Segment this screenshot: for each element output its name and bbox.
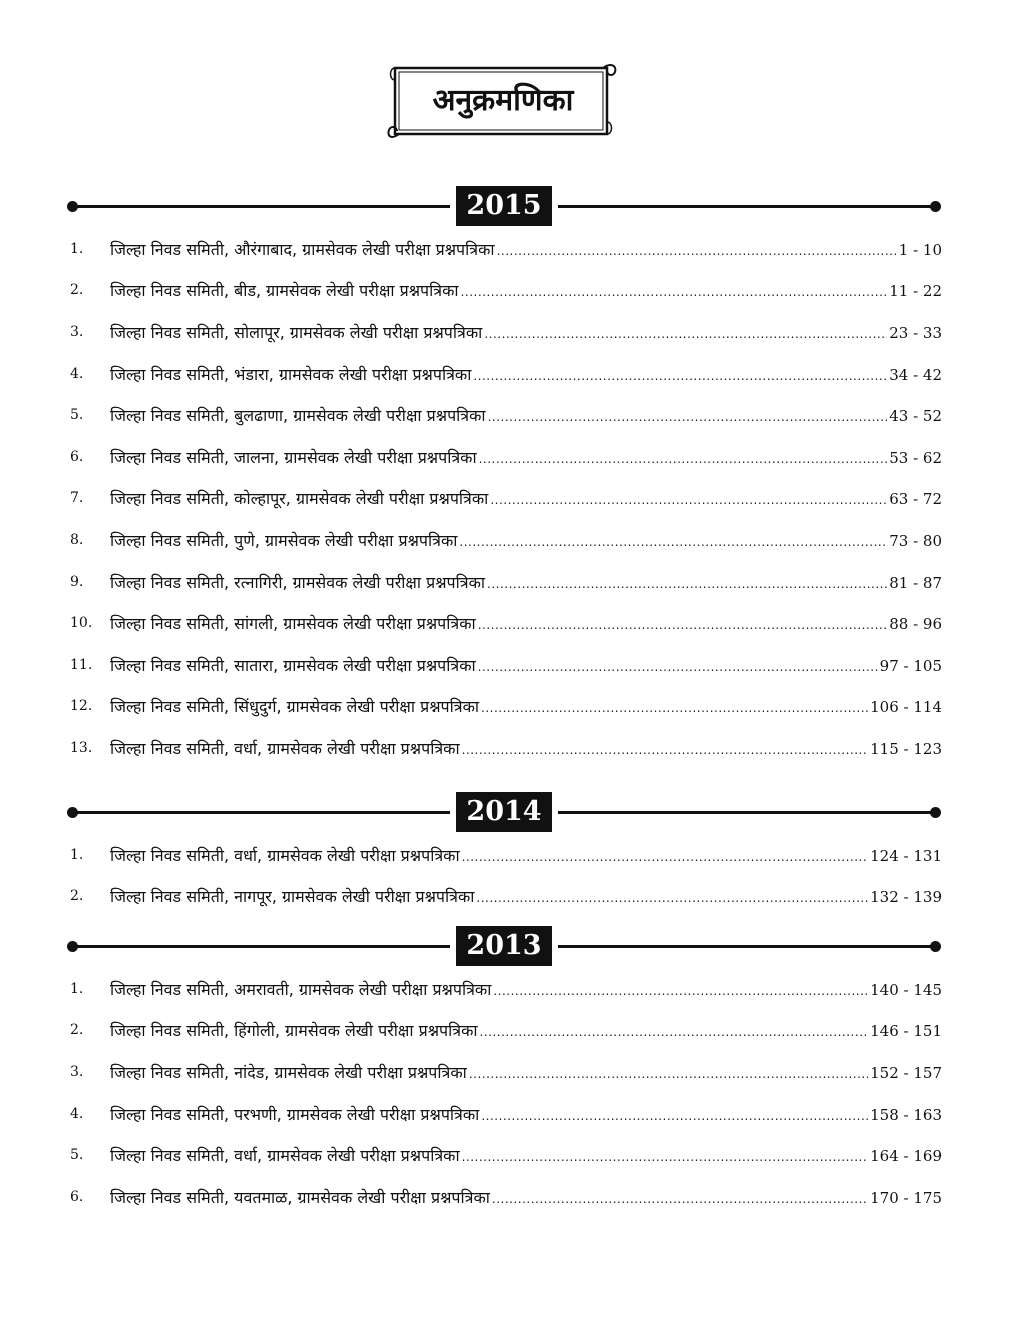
page-range: 73 - 80 bbox=[889, 531, 942, 550]
entry-number: 1. bbox=[70, 846, 84, 863]
dot-leader bbox=[497, 244, 897, 258]
divider-dot-icon bbox=[930, 807, 941, 818]
dot-leader bbox=[493, 984, 868, 998]
entry-list bbox=[0, 228, 1020, 769]
divider-dot-icon bbox=[930, 941, 941, 952]
entry-body bbox=[110, 737, 942, 759]
list-item bbox=[0, 602, 1020, 644]
section-2015 bbox=[0, 186, 1020, 769]
divider-line bbox=[72, 205, 450, 208]
page-range: 88 - 96 bbox=[889, 615, 942, 634]
dot-leader bbox=[481, 701, 868, 715]
entry-body bbox=[110, 885, 942, 907]
year-label: 2015 bbox=[456, 186, 552, 226]
entry-body bbox=[110, 363, 942, 385]
entry-body bbox=[110, 695, 942, 717]
page-title: अनुक्रमणिका bbox=[432, 83, 574, 118]
dot-leader bbox=[462, 1150, 869, 1164]
entry-title: जिल्हा निवड समिती, रत्नागिरी, ग्रामसेवक लेखी परीक्षा प्रश्नपत्रिका bbox=[110, 572, 486, 592]
entry-number: 13. bbox=[70, 739, 93, 756]
entry-body bbox=[110, 1186, 942, 1208]
page-range: 11 - 22 bbox=[889, 282, 942, 301]
dot-leader bbox=[490, 493, 887, 507]
entry-number: 6. bbox=[70, 448, 84, 465]
list-item bbox=[0, 686, 1020, 728]
entry-title: जिल्हा निवड समिती, सिंधुदुर्ग, ग्रामसेवक लेखी परीक्षा प्रश्नपत्रिका bbox=[110, 697, 480, 717]
entry-body bbox=[110, 529, 942, 551]
entry-number: 1. bbox=[70, 980, 84, 997]
entry-body bbox=[110, 238, 942, 260]
list-item bbox=[0, 1134, 1020, 1176]
list-item bbox=[0, 270, 1020, 312]
entry-number: 10. bbox=[70, 615, 93, 632]
entry-body bbox=[110, 321, 942, 343]
page-range: 81 - 87 bbox=[889, 573, 942, 592]
dot-leader bbox=[481, 1109, 868, 1123]
dot-leader bbox=[479, 452, 888, 466]
entry-body bbox=[110, 978, 942, 1000]
section-2014 bbox=[0, 792, 1020, 917]
entry-title: जिल्हा निवड समिती, बीड, ग्रामसेवक लेखी परीक्षा प्रश्नपत्रिका bbox=[110, 281, 459, 301]
list-item bbox=[0, 478, 1020, 520]
year-label: 2013 bbox=[456, 926, 552, 966]
dot-leader bbox=[461, 285, 888, 299]
section-2013 bbox=[0, 926, 1020, 1218]
divider-line bbox=[558, 205, 938, 208]
page-range: 140 - 145 bbox=[870, 980, 942, 999]
entry-body bbox=[110, 612, 942, 634]
entry-number: 3. bbox=[70, 323, 84, 340]
entry-title: जिल्हा निवड समिती, नांदेड, ग्रामसेवक लेखी परीक्षा प्रश्नपत्रिका bbox=[110, 1062, 467, 1082]
list-item bbox=[0, 1051, 1020, 1093]
list-item bbox=[0, 1093, 1020, 1135]
entry-title: जिल्हा निवड समिती, सातारा, ग्रामसेवक लेखी परीक्षा प्रश्नपत्रिका bbox=[110, 655, 476, 675]
entry-title: जिल्हा निवड समिती, कोल्हापूर, ग्रामसेवक लेखी परीक्षा प्रश्नपत्रिका bbox=[110, 489, 489, 509]
dot-leader bbox=[459, 535, 887, 549]
page-range: 1 - 10 bbox=[898, 240, 942, 259]
list-item bbox=[0, 311, 1020, 353]
year-label: 2014 bbox=[456, 792, 552, 832]
list-item bbox=[0, 1176, 1020, 1218]
divider-line bbox=[72, 811, 450, 814]
entry-title: जिल्हा निवड समिती, अमरावती, ग्रामसेवक लेखी परीक्षा प्रश्नपत्रिका bbox=[110, 979, 492, 999]
divider-line bbox=[558, 945, 938, 948]
list-item bbox=[0, 876, 1020, 918]
page-range: 43 - 52 bbox=[889, 407, 942, 426]
page-range: 34 - 42 bbox=[889, 365, 942, 384]
list-item bbox=[0, 561, 1020, 603]
entry-body bbox=[110, 279, 942, 301]
dot-leader bbox=[492, 1192, 868, 1206]
entry-body bbox=[110, 654, 942, 676]
divider-line bbox=[558, 811, 938, 814]
entry-number: 7. bbox=[70, 490, 84, 507]
page-range: 170 - 175 bbox=[870, 1188, 942, 1207]
entry-number: 8. bbox=[70, 531, 84, 548]
dot-leader bbox=[480, 1025, 869, 1039]
entry-title: जिल्हा निवड समिती, जालना, ग्रामसेवक लेखी परीक्षा प्रश्नपत्रिका bbox=[110, 447, 477, 467]
entry-list bbox=[0, 834, 1020, 917]
entry-title: जिल्हा निवड समिती, वर्धा, ग्रामसेवक लेखी परीक्षा प्रश्नपत्रिका bbox=[110, 1146, 460, 1166]
entry-number: 6. bbox=[70, 1188, 84, 1205]
dot-leader bbox=[478, 660, 878, 674]
list-item bbox=[0, 353, 1020, 395]
page-range: 124 - 131 bbox=[870, 846, 942, 865]
entry-title: जिल्हा निवड समिती, सोलापूर, ग्रामसेवक लेखी परीक्षा प्रश्नपत्रिका bbox=[110, 322, 483, 342]
entry-body bbox=[110, 844, 942, 866]
dot-leader bbox=[478, 618, 888, 632]
entry-body bbox=[110, 1061, 942, 1083]
year-divider bbox=[0, 926, 1020, 966]
entry-title: जिल्हा निवड समिती, यवतमाळ, ग्रामसेवक लेखी परीक्षा प्रश्नपत्रिका bbox=[110, 1187, 490, 1207]
list-item bbox=[0, 394, 1020, 436]
page-range: 115 - 123 bbox=[870, 739, 942, 758]
page-range: 164 - 169 bbox=[870, 1147, 942, 1166]
entry-number: 1. bbox=[70, 240, 84, 257]
entry-title: जिल्हा निवड समिती, पुणे, ग्रामसेवक लेखी परीक्षा प्रश्नपत्रिका bbox=[110, 530, 458, 550]
list-item bbox=[0, 1010, 1020, 1052]
entry-body bbox=[110, 571, 942, 593]
entry-title: जिल्हा निवड समिती, नागपूर, ग्रामसेवक लेखी परीक्षा प्रश्नपत्रिका bbox=[110, 887, 475, 907]
page-range: 97 - 105 bbox=[879, 656, 942, 675]
year-divider bbox=[0, 792, 1020, 832]
entry-number: 2. bbox=[70, 888, 84, 905]
year-divider bbox=[0, 186, 1020, 226]
page-range: 158 - 163 bbox=[870, 1105, 942, 1124]
divider-dot-icon bbox=[930, 201, 941, 212]
page-range: 132 - 139 bbox=[870, 888, 942, 907]
entry-title: जिल्हा निवड समिती, भंडारा, ग्रामसेवक लेखी परीक्षा प्रश्नपत्रिका bbox=[110, 364, 472, 384]
entry-title: जिल्हा निवड समिती, औरंगाबाद, ग्रामसेवक लेखी परीक्षा प्रश्नपत्रिका bbox=[110, 239, 495, 259]
page-range: 152 - 157 bbox=[870, 1063, 942, 1082]
entry-number: 11. bbox=[70, 656, 93, 673]
page-range: 53 - 62 bbox=[889, 448, 942, 467]
dot-leader bbox=[462, 850, 869, 864]
page-range: 106 - 114 bbox=[870, 698, 942, 717]
page-range: 23 - 33 bbox=[889, 323, 942, 342]
dot-leader bbox=[476, 891, 868, 905]
entry-number: 9. bbox=[70, 573, 84, 590]
entry-list bbox=[0, 968, 1020, 1218]
list-item bbox=[0, 436, 1020, 478]
dot-leader bbox=[484, 327, 887, 341]
entry-number: 5. bbox=[70, 407, 84, 424]
entry-body bbox=[110, 404, 942, 426]
page-range: 146 - 151 bbox=[870, 1022, 942, 1041]
page-range: 63 - 72 bbox=[889, 490, 942, 509]
entry-number: 4. bbox=[70, 365, 84, 382]
list-item bbox=[0, 644, 1020, 686]
dot-leader bbox=[473, 369, 887, 383]
title-banner bbox=[385, 60, 621, 142]
dot-leader bbox=[462, 743, 869, 757]
entry-title: जिल्हा निवड समिती, वर्धा, ग्रामसेवक लेखी परीक्षा प्रश्नपत्रिका bbox=[110, 738, 460, 758]
entry-number: 2. bbox=[70, 282, 84, 299]
list-item bbox=[0, 727, 1020, 769]
entry-number: 12. bbox=[70, 698, 93, 715]
dot-leader bbox=[488, 410, 888, 424]
entry-title: जिल्हा निवड समिती, हिंगोली, ग्रामसेवक लेखी परीक्षा प्रश्नपत्रिका bbox=[110, 1021, 478, 1041]
entry-body bbox=[110, 487, 942, 509]
entry-body bbox=[110, 446, 942, 468]
entry-number: 2. bbox=[70, 1022, 84, 1039]
entry-title: जिल्हा निवड समिती, सांगली, ग्रामसेवक लेखी परीक्षा प्रश्नपत्रिका bbox=[110, 614, 476, 634]
entry-number: 5. bbox=[70, 1147, 84, 1164]
entry-body bbox=[110, 1019, 942, 1041]
list-item bbox=[0, 968, 1020, 1010]
entry-title: जिल्हा निवड समिती, बुलढाणा, ग्रामसेवक लेखी परीक्षा प्रश्नपत्रिका bbox=[110, 406, 486, 426]
entry-body bbox=[110, 1144, 942, 1166]
entry-body bbox=[110, 1103, 942, 1125]
entry-title: जिल्हा निवड समिती, वर्धा, ग्रामसेवक लेखी परीक्षा प्रश्नपत्रिका bbox=[110, 845, 460, 865]
divider-line bbox=[72, 945, 450, 948]
list-item bbox=[0, 228, 1020, 270]
list-item bbox=[0, 834, 1020, 876]
entry-number: 3. bbox=[70, 1063, 84, 1080]
dot-leader bbox=[469, 1067, 868, 1081]
list-item bbox=[0, 519, 1020, 561]
entry-number: 4. bbox=[70, 1105, 84, 1122]
dot-leader bbox=[487, 577, 887, 591]
entry-title: जिल्हा निवड समिती, परभणी, ग्रामसेवक लेखी परीक्षा प्रश्नपत्रिका bbox=[110, 1104, 480, 1124]
